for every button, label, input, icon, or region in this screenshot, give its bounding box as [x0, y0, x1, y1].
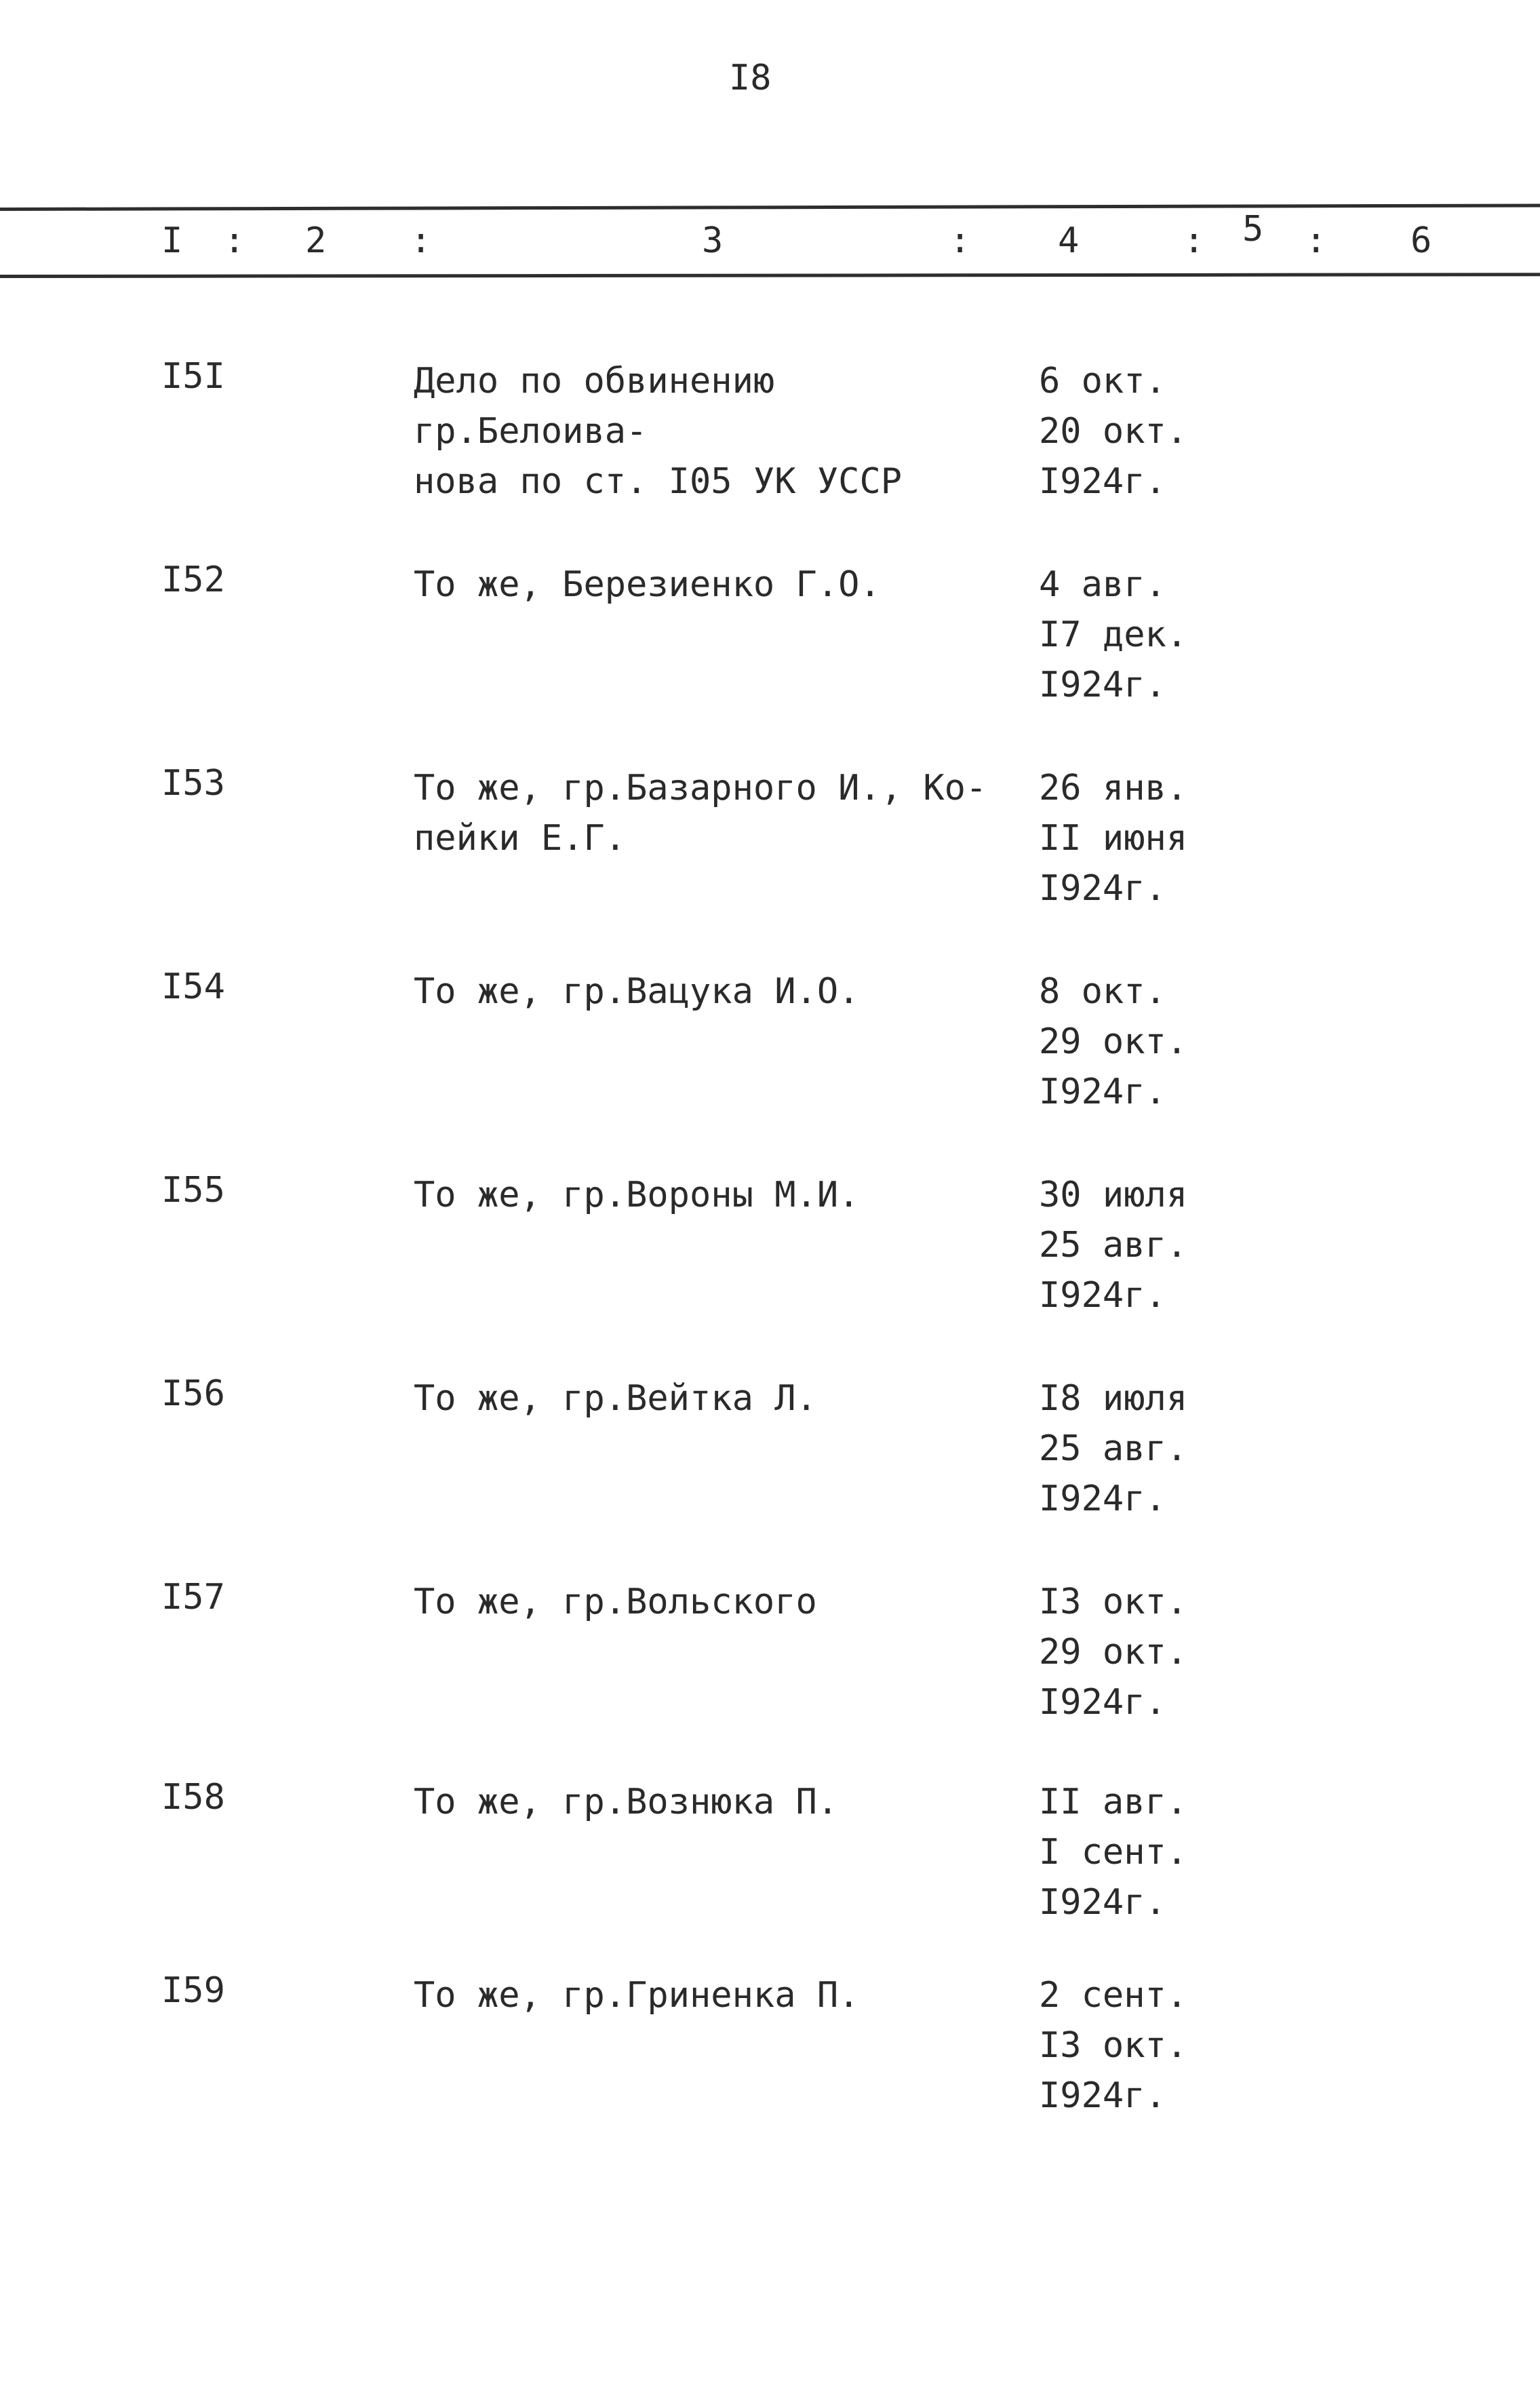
row-number: I58: [161, 1777, 225, 1818]
row-number: I57: [161, 1577, 225, 1618]
case-title: То же, гр.Вольского: [414, 1582, 817, 1622]
case-dates: [1039, 1777, 1187, 1927]
case-dates: [1039, 1970, 1187, 2121]
date-end: II июня: [1039, 818, 1188, 859]
date-end: I сент.: [1039, 1832, 1188, 1873]
row-number: I53: [161, 763, 225, 804]
date-start: 8 окт.: [1039, 971, 1166, 1012]
table-row: [0, 356, 1540, 539]
case-dates: [1039, 1577, 1187, 1727]
date-start: 26 янв.: [1039, 768, 1188, 808]
date-year: I924г.: [1039, 1682, 1166, 1723]
column-header-2: 2: [305, 220, 327, 261]
column-header-4: 4: [1058, 220, 1080, 261]
case-dates: [1039, 560, 1187, 710]
case-title: То же, Березиенко Г.О.: [414, 564, 881, 605]
column-header-6: 6: [1410, 220, 1432, 261]
date-end: 25 авг.: [1039, 1225, 1188, 1266]
date-start: I8 июля: [1039, 1378, 1188, 1419]
date-year: I924г.: [1039, 2075, 1166, 2116]
table-row: [0, 560, 1540, 743]
row-number: I54: [161, 966, 225, 1007]
date-start: I3 окт.: [1039, 1582, 1188, 1622]
case-dates: [1039, 966, 1187, 1117]
column-separator: :: [224, 220, 245, 261]
date-end: 29 окт.: [1039, 1021, 1188, 1062]
date-year: I924г.: [1039, 1275, 1166, 1316]
table-row: [0, 1373, 1540, 1557]
case-title: То же, гр.Гриненка П.: [414, 1975, 860, 2016]
row-number: I5I: [161, 356, 225, 397]
date-start: 2 сент.: [1039, 1975, 1188, 2016]
date-end: I3 окт.: [1039, 2025, 1188, 2066]
column-header-3: 3: [702, 220, 724, 261]
table-row: [0, 966, 1540, 1150]
date-year: I924г.: [1039, 665, 1166, 705]
table-row: [0, 763, 1540, 946]
table-row: [0, 1577, 1540, 1760]
page-number: I8: [729, 58, 772, 98]
row-number: I52: [161, 560, 225, 600]
column-separator: :: [949, 220, 971, 261]
date-start: 6 окт.: [1039, 361, 1166, 402]
table-row: [0, 1170, 1540, 1353]
case-dates: [1039, 1170, 1187, 1320]
date-year: I924г.: [1039, 868, 1166, 909]
case-title: То же, гр.Вейтка Л.: [414, 1378, 817, 1419]
table-row: [0, 1777, 1540, 1960]
row-number: I55: [161, 1170, 225, 1211]
case-title: То же, гр.Базарного И., Ко- пейки Е.Г.: [414, 768, 987, 859]
date-year: I924г.: [1039, 1882, 1166, 1923]
case-title: То же, гр.Вознюка П.: [414, 1782, 839, 1822]
case-title: Дело по обвинению гр.Белоива- нова по ст. I05 УК УССР: [414, 361, 903, 502]
date-end: 20 окт.: [1039, 411, 1188, 452]
column-separator: :: [1305, 220, 1327, 261]
case-dates: [1039, 1373, 1187, 1524]
header-top-rule: [0, 203, 1540, 211]
date-year: I924г.: [1039, 461, 1166, 502]
case-dates: [1039, 356, 1187, 507]
date-end: I7 дек.: [1039, 614, 1188, 655]
case-title: То же, гр.Вороны М.И.: [414, 1175, 860, 1215]
column-header-5: 5: [1242, 209, 1264, 250]
column-separator: :: [1183, 220, 1205, 261]
date-year: I924г.: [1039, 1072, 1166, 1112]
row-number: I56: [161, 1373, 225, 1414]
column-header-1: I: [161, 220, 183, 261]
column-separator: :: [410, 220, 432, 261]
case-title: То же, гр.Вацука И.О.: [414, 971, 860, 1012]
date-start: 30 июля: [1039, 1175, 1188, 1215]
header-bottom-rule: [0, 273, 1540, 278]
date-start: 4 авг.: [1039, 564, 1166, 605]
date-end: 29 окт.: [1039, 1632, 1188, 1672]
table-row: [0, 1970, 1540, 2153]
date-end: 25 авг.: [1039, 1428, 1188, 1469]
date-year: I924г.: [1039, 1479, 1166, 1519]
date-start: II авг.: [1039, 1782, 1188, 1822]
case-dates: [1039, 763, 1187, 914]
row-number: I59: [161, 1970, 225, 2011]
